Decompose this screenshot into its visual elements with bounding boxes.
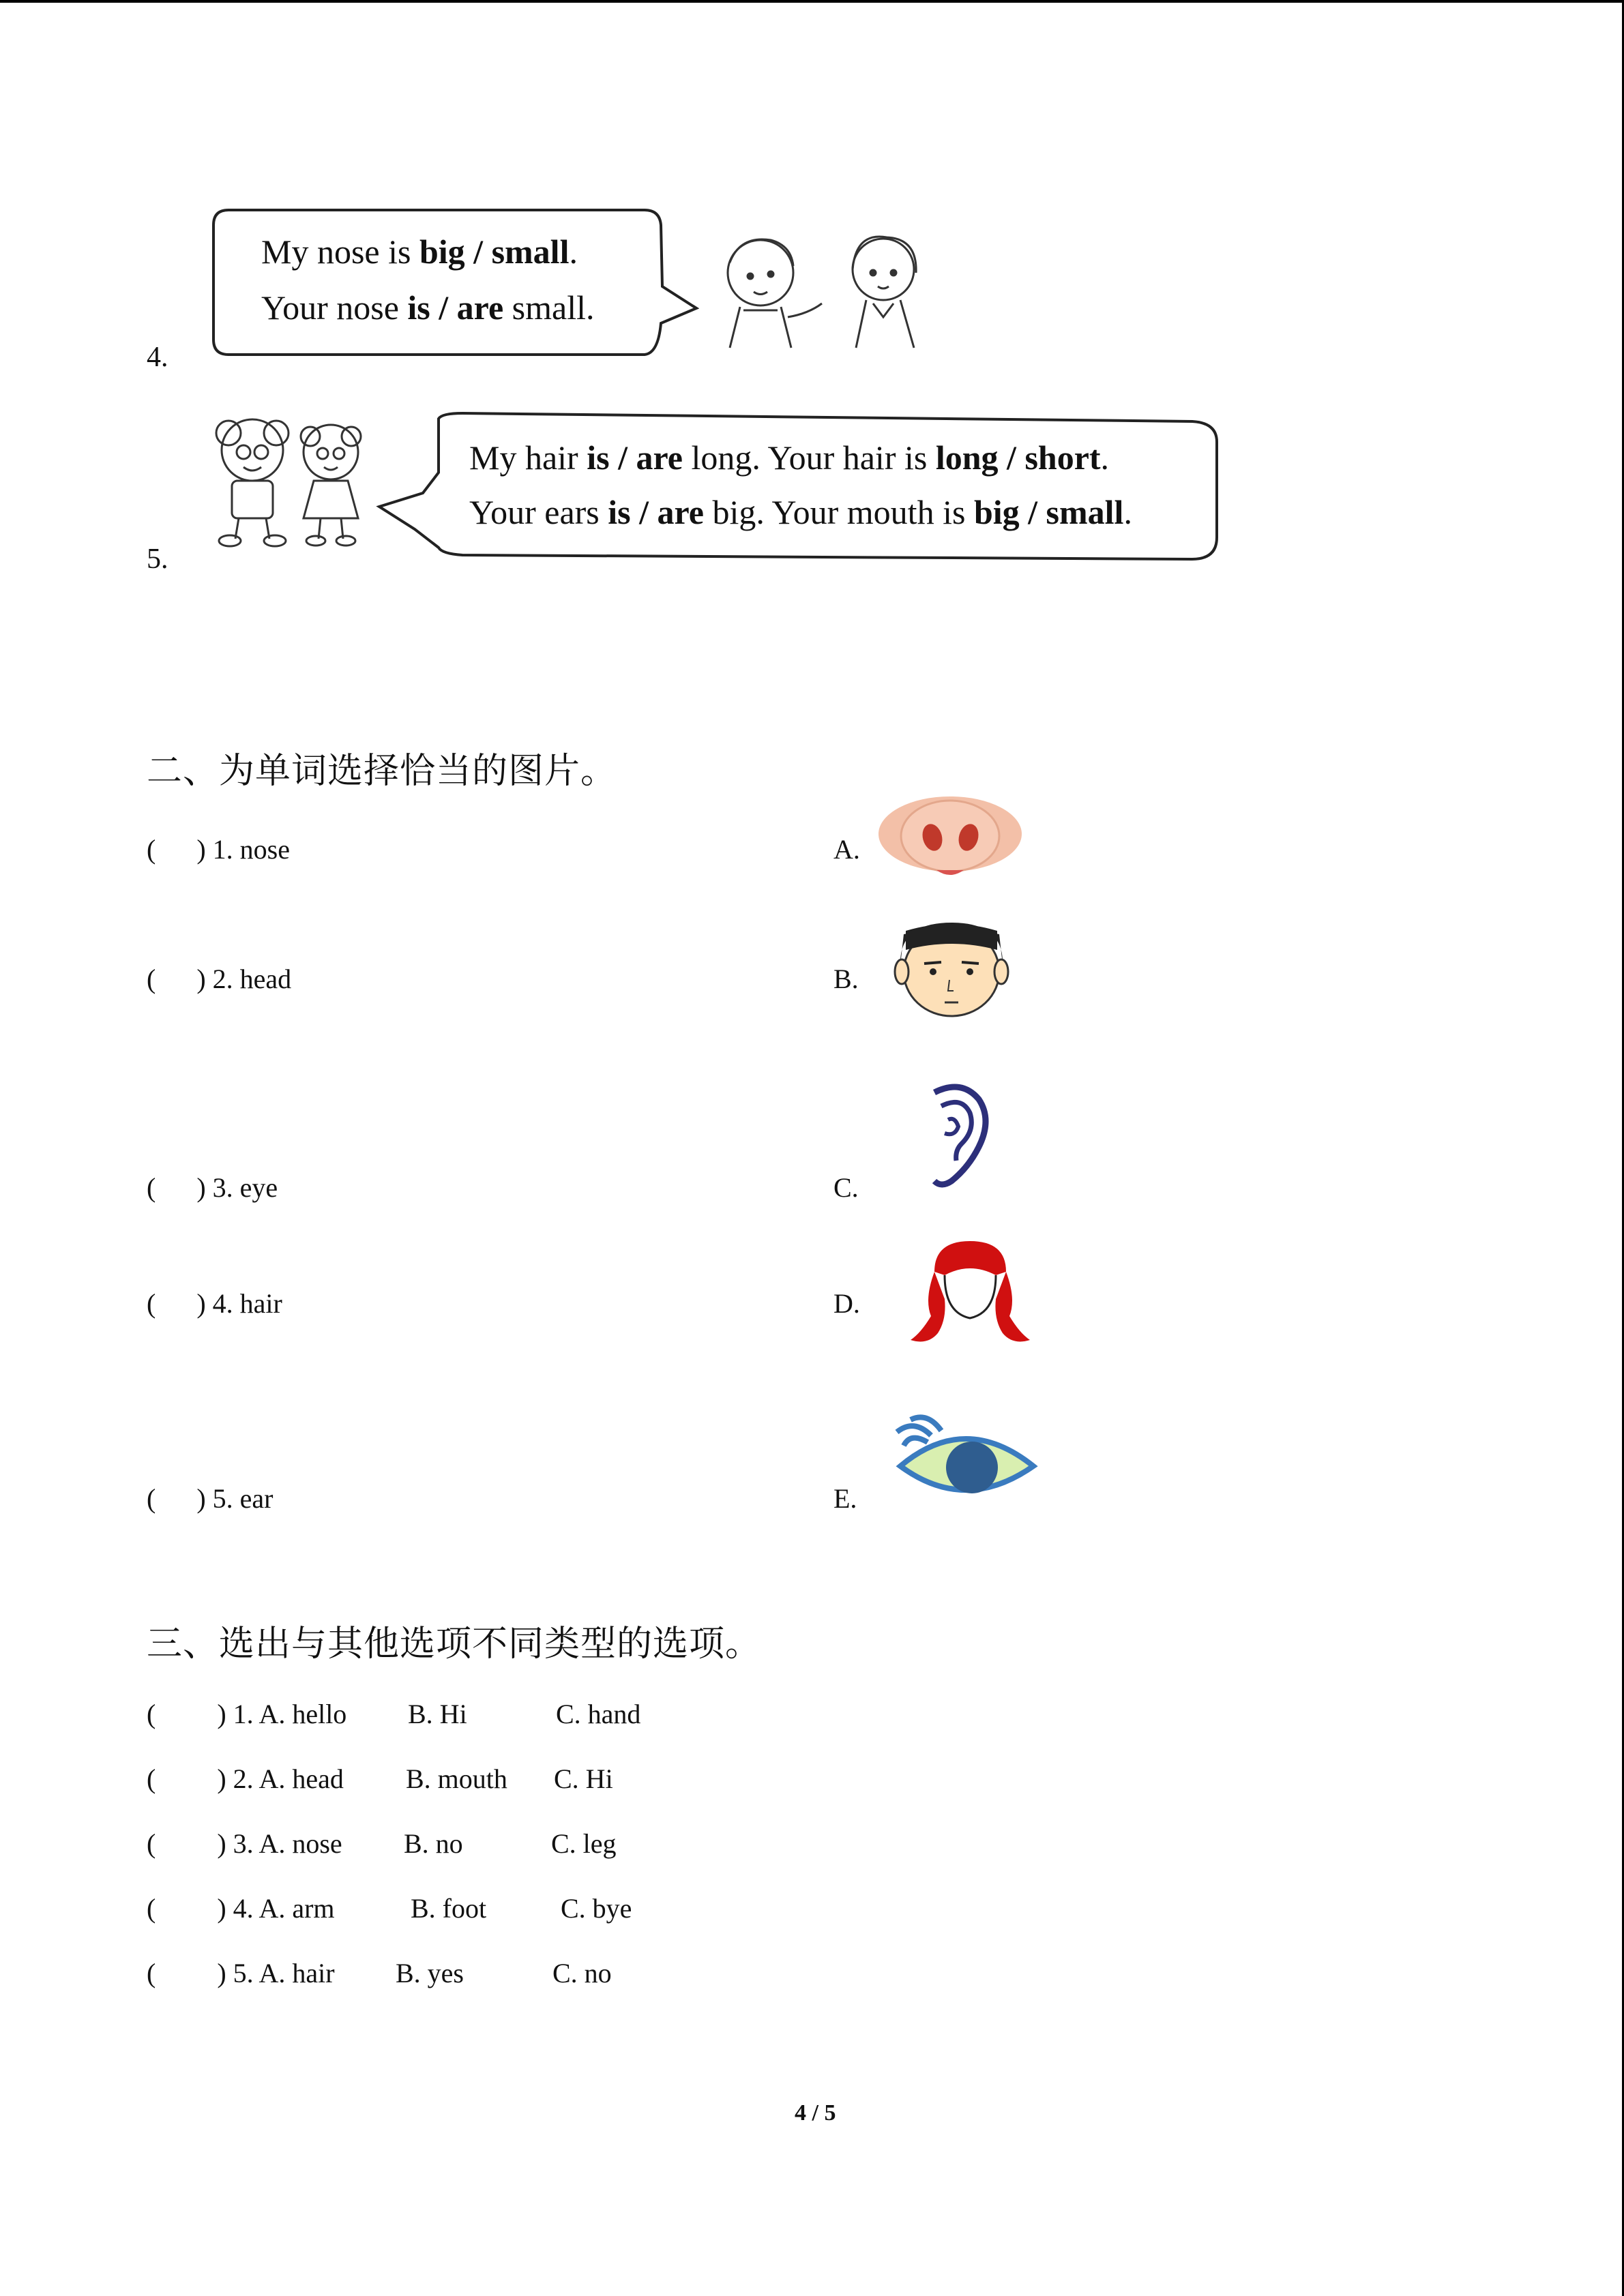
classify-row-2-b: B. mouth [406, 1763, 507, 1794]
classify-row-3-b: B. no [404, 1828, 463, 1859]
dialog-5-line-1: My hair is / are long. Your hair is long / short. [469, 438, 1110, 477]
classify-row-2: ( ) 2. A. head [147, 1763, 344, 1794]
match-item-1: ( ) 1. nose [147, 834, 290, 865]
kids-cartoon-icon [201, 413, 385, 549]
match-item-2: ( ) 2. head [147, 964, 292, 994]
classify-row-4: ( ) 4. A. arm [147, 1893, 335, 1924]
picture-letter-a: A. [833, 834, 860, 865]
picture-letter-e: E. [833, 1483, 857, 1514]
pig-nose-icon [876, 790, 1023, 885]
dialog-4-line-2: Your nose is / are small. [261, 288, 595, 327]
classify-row-5-b: B. yes [396, 1958, 464, 1988]
picture-letter-b: B. [833, 964, 859, 994]
section-2-title: 二、为单词选择恰当的图片。 [147, 751, 617, 792]
dialog-4-line-1: My nose is big / small. [261, 233, 578, 271]
match-item-3: ( ) 3. eye [147, 1172, 278, 1203]
section-3-title: 三、选出与其他选项不同类型的选项。 [147, 1624, 762, 1665]
eye-icon [890, 1412, 1040, 1507]
classify-row-3: ( ) 3. A. nose [147, 1828, 342, 1859]
head-icon [887, 917, 1016, 1019]
match-item-5: ( ) 5. ear [147, 1483, 274, 1514]
question-number-5: 5. [147, 543, 168, 575]
picture-letter-c: C. [833, 1172, 859, 1203]
classify-row-1-c: C. hand [556, 1699, 641, 1729]
classify-row-4-c: C. bye [561, 1893, 632, 1924]
hair-icon [907, 1238, 1033, 1347]
classify-row-4-b: B. foot [411, 1893, 487, 1924]
classify-row-3-c: C. leg [551, 1828, 617, 1859]
dialog-5-line-2: Your ears is / are big. Your mouth is big / small. [469, 493, 1132, 531]
classify-row-5: ( ) 5. A. hair [147, 1958, 335, 1988]
page-number: 4 / 5 [795, 2100, 836, 2126]
classify-row-2-c: C. Hi [554, 1763, 613, 1794]
classify-row-5-c: C. no [552, 1958, 612, 1988]
ear-icon [914, 1079, 996, 1191]
question-number-4: 4. [147, 342, 168, 373]
boy-girl-cartoon-icon [713, 232, 945, 351]
classify-row-1: ( ) 1. A. hello [147, 1699, 347, 1729]
classify-row-1-b: B. Hi [408, 1699, 467, 1729]
picture-letter-d: D. [833, 1288, 860, 1319]
match-item-4: ( ) 4. hair [147, 1288, 282, 1319]
top-border [0, 0, 1624, 3]
